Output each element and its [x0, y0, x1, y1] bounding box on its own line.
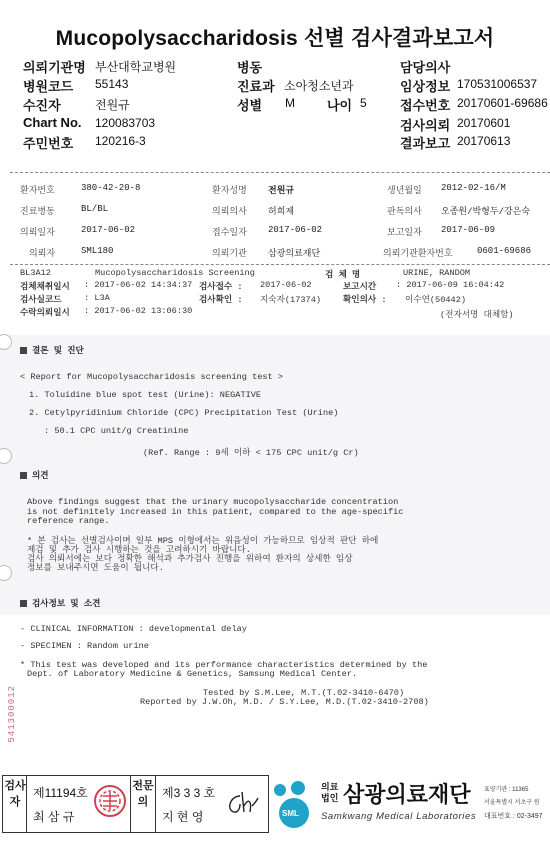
org-address: 서울특별시 서초구 원: [484, 800, 540, 806]
reader-label: 판독의사: [387, 207, 422, 217]
barcode-number: 541300012: [7, 685, 17, 743]
result-item-2-value: : 50.1 CPC unit/g Creatinine: [44, 426, 189, 436]
rcv-time-label: 수락의뢰일시: [20, 308, 70, 318]
test-code: BL3A12: [20, 268, 51, 278]
opinion-note-4: 정보를 보내주시면 도움이 됩니다.: [27, 563, 164, 573]
rcv-time-value: : 2017-06-02 13:06:30: [84, 306, 193, 316]
result-title-text: 결론 및 진단: [32, 346, 84, 356]
chart-value: 120083703: [95, 116, 156, 130]
org-name: 삼광의료재단: [343, 782, 471, 807]
esign-note: (전자서명 대체함): [440, 310, 514, 320]
dob-value: 2012-02-16/M: [441, 183, 506, 193]
org-value: SML180: [81, 246, 114, 256]
doctor-label: 담당의사: [400, 60, 451, 75]
receipt-value: 20170601-69686: [457, 96, 548, 110]
opinion-line-2: is not definitely increased in this patient, compared to the age-specific: [27, 507, 404, 517]
org-code: 표양기관 : 11365: [484, 787, 529, 793]
report-value: 20170613: [457, 134, 511, 148]
test-name: Mucopolysaccharidosis Screening: [95, 268, 255, 278]
specimen-value: URINE, RANDOM: [403, 268, 471, 278]
req-doctor-value: 허희제: [268, 207, 295, 217]
collect-label: 검체채취일시: [20, 282, 70, 292]
report-date-value: 2017-06-09: [441, 225, 496, 235]
collect-value: : 2017-06-02 14:34:37: [84, 280, 193, 290]
specialist-license: 제3 3 3 호: [162, 786, 216, 800]
reader-value: 오종원/박형두/강은숙: [441, 207, 531, 217]
ward-dept-label: 진료병동: [20, 207, 55, 217]
divider: [10, 172, 550, 173]
receipt-label: 접수번호: [400, 98, 451, 113]
recv-value: 2017-06-02: [260, 280, 312, 290]
hospital-value: 부산대학교병원: [95, 60, 177, 74]
opinion-note-1: * 본 검사는 선별검사이며 일부 MPS 이형에서는 위음성이 가능하므로 임상적 판단 하에: [27, 536, 379, 546]
req-org-no-label: 의뢰기관환자번호: [383, 249, 453, 259]
request-value: 20170601: [457, 116, 511, 130]
lab-value: : L3A: [84, 293, 110, 303]
developed-line-2: Dept. of Laboratory Medicine & Genetics, Samsung Medical Center.: [27, 669, 358, 679]
dept-label: 진료과: [237, 79, 275, 94]
patient-name-label: 환자성명: [212, 186, 247, 196]
lab-label: 검사실코드: [20, 295, 62, 305]
confirm-doc-value: 이수연(50442): [405, 295, 467, 305]
hospital-label: 의뢰기관명: [23, 60, 86, 75]
chart-label: Chart No.: [23, 115, 82, 130]
dept-value: 소아청소년과: [284, 79, 354, 93]
org-small-2: 법인: [321, 793, 339, 803]
org-english-name: Samkwang Medical Laboratories: [321, 811, 477, 822]
clinical-info: - CLINICAL INFORMATION : developmental delay: [20, 624, 247, 634]
seal-stamp-icon: [93, 784, 127, 818]
patient-no-value: 380-42-20-8: [81, 183, 141, 193]
page-title: Mucopolysaccharidosis 선별 검사결과보고서: [55, 27, 495, 50]
tester-label: 검사자: [4, 780, 26, 808]
recv-label: 검사접수 :: [199, 282, 243, 292]
report-time-value: : 2017-06-09 16:04:42: [396, 280, 505, 290]
org-label: 의뢰자: [29, 249, 56, 259]
hospcode-value: 55143: [95, 77, 129, 91]
result-section-title: [20, 344, 84, 356]
recv-date-label: 접수일자: [212, 228, 247, 238]
ward-dept-value: BL/BL: [81, 204, 109, 214]
recv-date-value: 2017-06-02: [268, 225, 323, 235]
opinion-note-2: 제검 및 추가 검사 시행하는 것을 고려하시기 바랍니다.: [27, 545, 251, 555]
req-date-label: 의뢰일자: [20, 228, 55, 238]
opinion-section-title: [20, 469, 49, 481]
section-bullet-icon: [20, 472, 27, 479]
tester-name: 최 삼 규: [33, 810, 75, 824]
report-time-label: 보고시간: [343, 282, 377, 292]
reference-range: (Ref. Range : 9세 이하 < 175 CPC unit/g Cr): [143, 448, 359, 458]
logo-text: SML: [282, 809, 299, 818]
confirm-label: 검사확인 :: [199, 295, 243, 305]
req-org-label: 의뢰기관: [212, 249, 247, 259]
specialist-name: 지 현 영: [162, 810, 204, 824]
org-small-1: 의료: [321, 782, 339, 792]
specimen-info: - SPECIMEN : Random urine: [20, 641, 149, 651]
result-item-2: 2. Cetylpyridinium Chloride (CPC) Precipitation Test (Urine): [29, 408, 339, 418]
clinical-label: 임상정보: [400, 79, 451, 94]
divider: [130, 775, 131, 833]
opinion-note-3: 검사 의뢰서에는 보다 정확한 해석과 추가검사 진행을 위하여 환자의 상세한 임상: [27, 554, 353, 564]
divider: [26, 775, 27, 833]
tester-license: 제11194호: [33, 786, 88, 800]
reported-by: Reported by J.W.Oh, M.D. / S.Y.Lee, M.D.(T.02-3410-2708): [140, 697, 429, 707]
sml-logo-icon: [268, 780, 316, 830]
confirm-doc-label: 확인의사 :: [343, 295, 387, 305]
exam-section-title: [20, 597, 100, 609]
divider: [155, 775, 156, 833]
report-label: 결과보고: [400, 136, 451, 151]
id-value: 120216-3: [95, 134, 146, 148]
age-label: 나이: [327, 98, 353, 113]
section-bullet-icon: [20, 600, 27, 607]
specimen-label: 검 체 명: [325, 270, 361, 280]
recipient-value: 전원규: [95, 98, 130, 112]
divider: [10, 264, 550, 265]
specialist-label: 전문의: [132, 780, 154, 808]
developed-line-1: * This test was developed and its performance characteristics determined by the: [20, 660, 428, 670]
exam-title-text: 검사정보 및 소견: [32, 599, 101, 609]
request-label: 검사의뢰: [400, 118, 451, 133]
opinion-line-1: Above findings suggest that the urinary mucopolysaccharide concentration: [27, 497, 399, 507]
result-item-1: 1. Toluidine blue spot test (Urine): NEGATIVE: [29, 390, 262, 400]
req-org-no-value: 0601-69686: [477, 246, 532, 256]
patient-name-value: 전원규: [268, 186, 295, 196]
id-label: 주민번호: [23, 136, 74, 151]
recipient-label: 수진자: [23, 98, 61, 113]
req-org-value: 삼광의료재단: [268, 249, 321, 259]
report-date-label: 보고일자: [387, 228, 422, 238]
sex-value: M: [285, 96, 295, 110]
opinion-line-3: reference range.: [27, 516, 110, 526]
sex-label: 성별: [237, 98, 263, 113]
patient-no-label: 환자번호: [20, 186, 55, 196]
section-bullet-icon: [20, 347, 27, 354]
age-value: 5: [360, 96, 367, 110]
clinical-value: 170531006537: [457, 77, 538, 91]
tested-by: Tested by S.M.Lee, M.T.(T.02-3410-6470): [203, 688, 405, 698]
report-title: < Report for Mucopolysaccharidosis screening test >: [20, 372, 284, 382]
req-doctor-label: 의뢰의사: [212, 207, 247, 217]
confirm-value: 지숙자(17374): [260, 295, 322, 305]
org-phone: 대표번호 : 02-3497: [484, 813, 543, 820]
signature-icon: [222, 788, 262, 818]
opinion-title-text: 의견: [32, 471, 49, 481]
req-date-value: 2017-06-02: [81, 225, 136, 235]
dob-label: 생년월일: [387, 186, 422, 196]
ward-label: 병동: [237, 60, 263, 75]
hospcode-label: 병원코드: [23, 79, 74, 94]
